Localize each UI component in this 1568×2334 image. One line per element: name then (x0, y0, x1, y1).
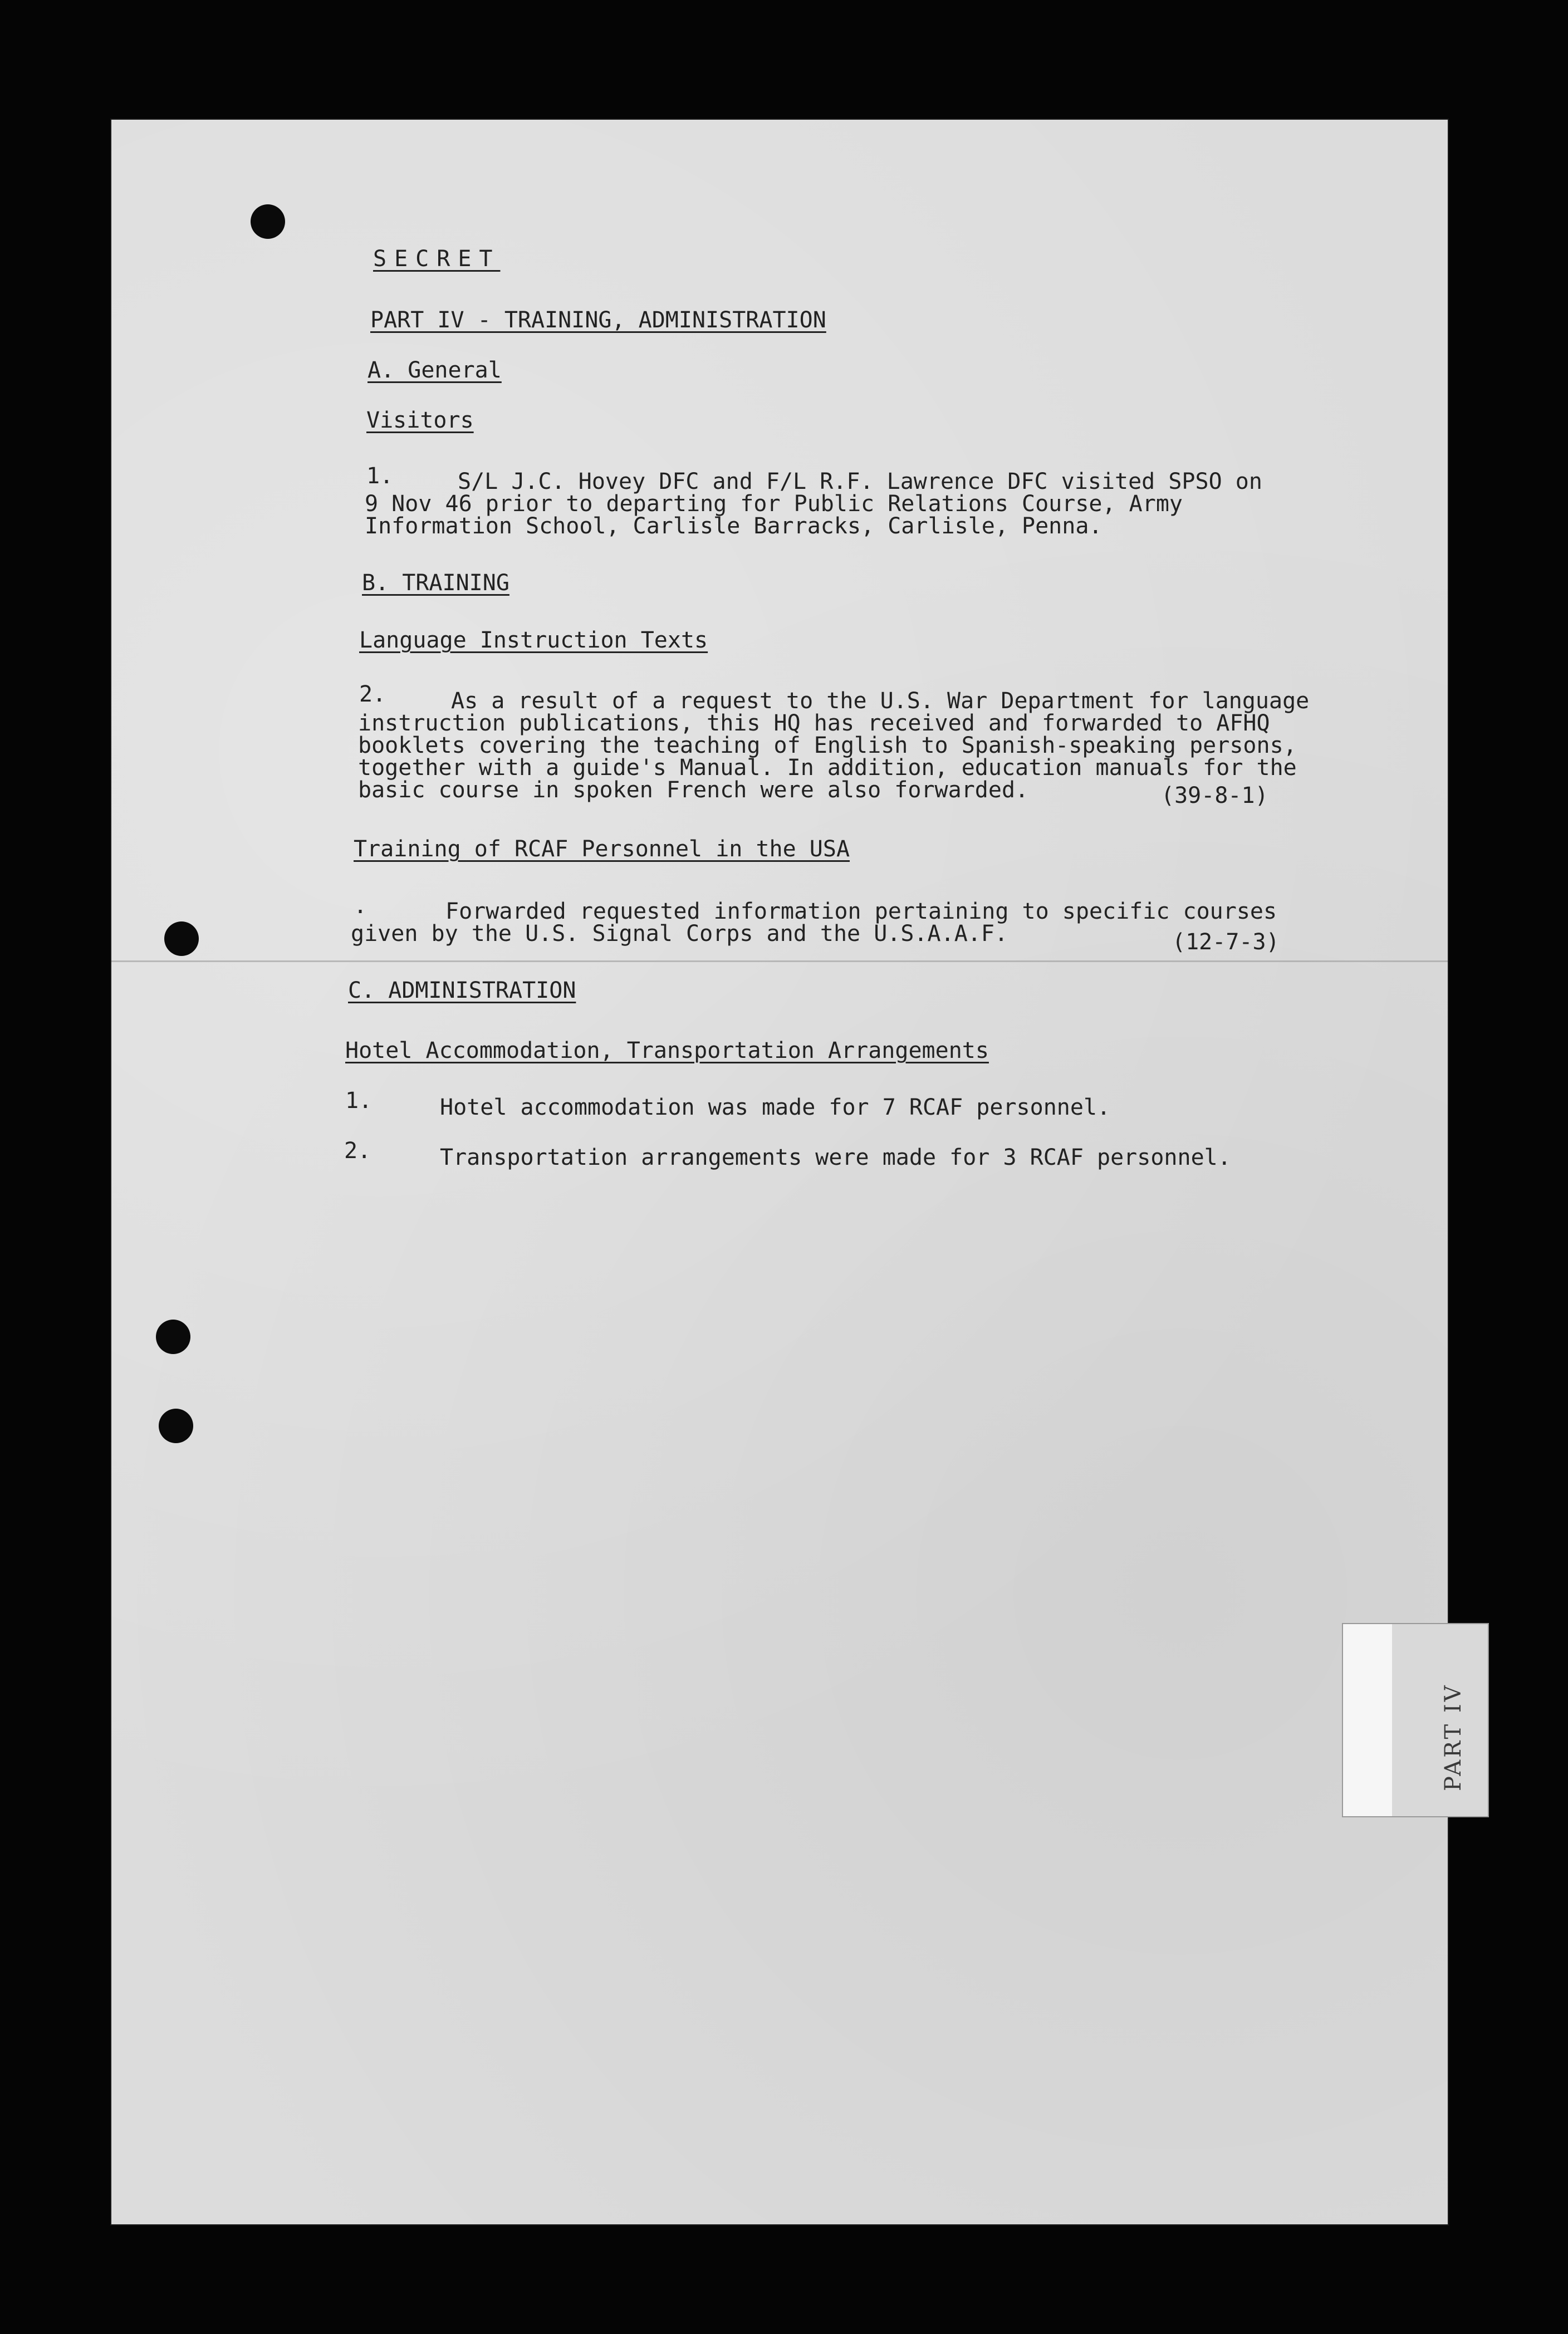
item-1-number: 1. (366, 463, 394, 489)
punch-hole-1 (251, 204, 285, 239)
section-b-heading: B. TRAINING (362, 570, 509, 596)
item-1-line-2: 9 Nov 46 prior to departing for Public Relations Course, Army (365, 491, 1183, 517)
item-2-line-1: As a result of a request to the U.S. War Department for language (451, 688, 1310, 714)
item-2-file-reference: (39-8-1) (1161, 783, 1268, 808)
punch-hole-4 (159, 1409, 193, 1443)
tab-highlight (1343, 1624, 1392, 1816)
classification-heading: SECRET (373, 246, 501, 272)
document-page (111, 120, 1448, 2224)
section-c-heading: C. ADMINISTRATION (348, 978, 576, 1003)
item-3-line-1: Forwarded requested information pertaining to specific courses (445, 899, 1277, 924)
part-index-tab (1342, 1623, 1489, 1817)
item-1-line-3: Information School, Carlisle Barracks, Carlisle, Penna. (365, 513, 1102, 539)
punch-hole-2 (164, 921, 199, 956)
admin-item-2-text: Transportation arrangements were made for 3 RCAF personnel. (440, 1145, 1231, 1170)
item-2-line-5: basic course in spoken French were also forwarded. (358, 777, 1029, 803)
item-3-file-reference: (12-7-3) (1172, 929, 1280, 955)
item-3-line-2: given by the U.S. Signal Corps and the U.S.A.A.F. (351, 921, 1008, 947)
language-texts-subheading: Language Instruction Texts (359, 627, 708, 653)
page-fold-line (111, 960, 1448, 962)
punch-hole-3 (156, 1320, 190, 1354)
part-title: PART IV - TRAINING, ADMINISTRATION (370, 307, 826, 333)
item-2-number: 2. (359, 681, 386, 707)
item-1-line-1: S/L J.C. Hovey DFC and F/L R.F. Lawrence DFC visited SPSO on (458, 469, 1262, 494)
tab-label: PART IV (1440, 1683, 1466, 1791)
admin-item-1-number: 1. (345, 1088, 373, 1114)
section-a-heading: A. General (367, 357, 502, 383)
item-3-number: . (354, 893, 367, 919)
rcaf-training-subheading: Training of RCAF Personnel in the USA (354, 836, 850, 862)
section-a-subheading: Visitors (366, 408, 474, 433)
admin-item-1-text: Hotel accommodation was made for 7 RCAF personnel. (440, 1095, 1111, 1120)
item-2-line-2: instruction publications, this HQ has received and forwarded to AFHQ (358, 710, 1270, 736)
item-2-line-3: booklets covering the teaching of English to Spanish-speaking persons, (358, 733, 1297, 758)
hotel-transport-subheading: Hotel Accommodation, Transportation Arrangements (345, 1038, 989, 1063)
admin-item-2-number: 2. (344, 1138, 371, 1164)
item-2-line-4: together with a guide's Manual. In addition, education manuals for the (358, 755, 1297, 781)
